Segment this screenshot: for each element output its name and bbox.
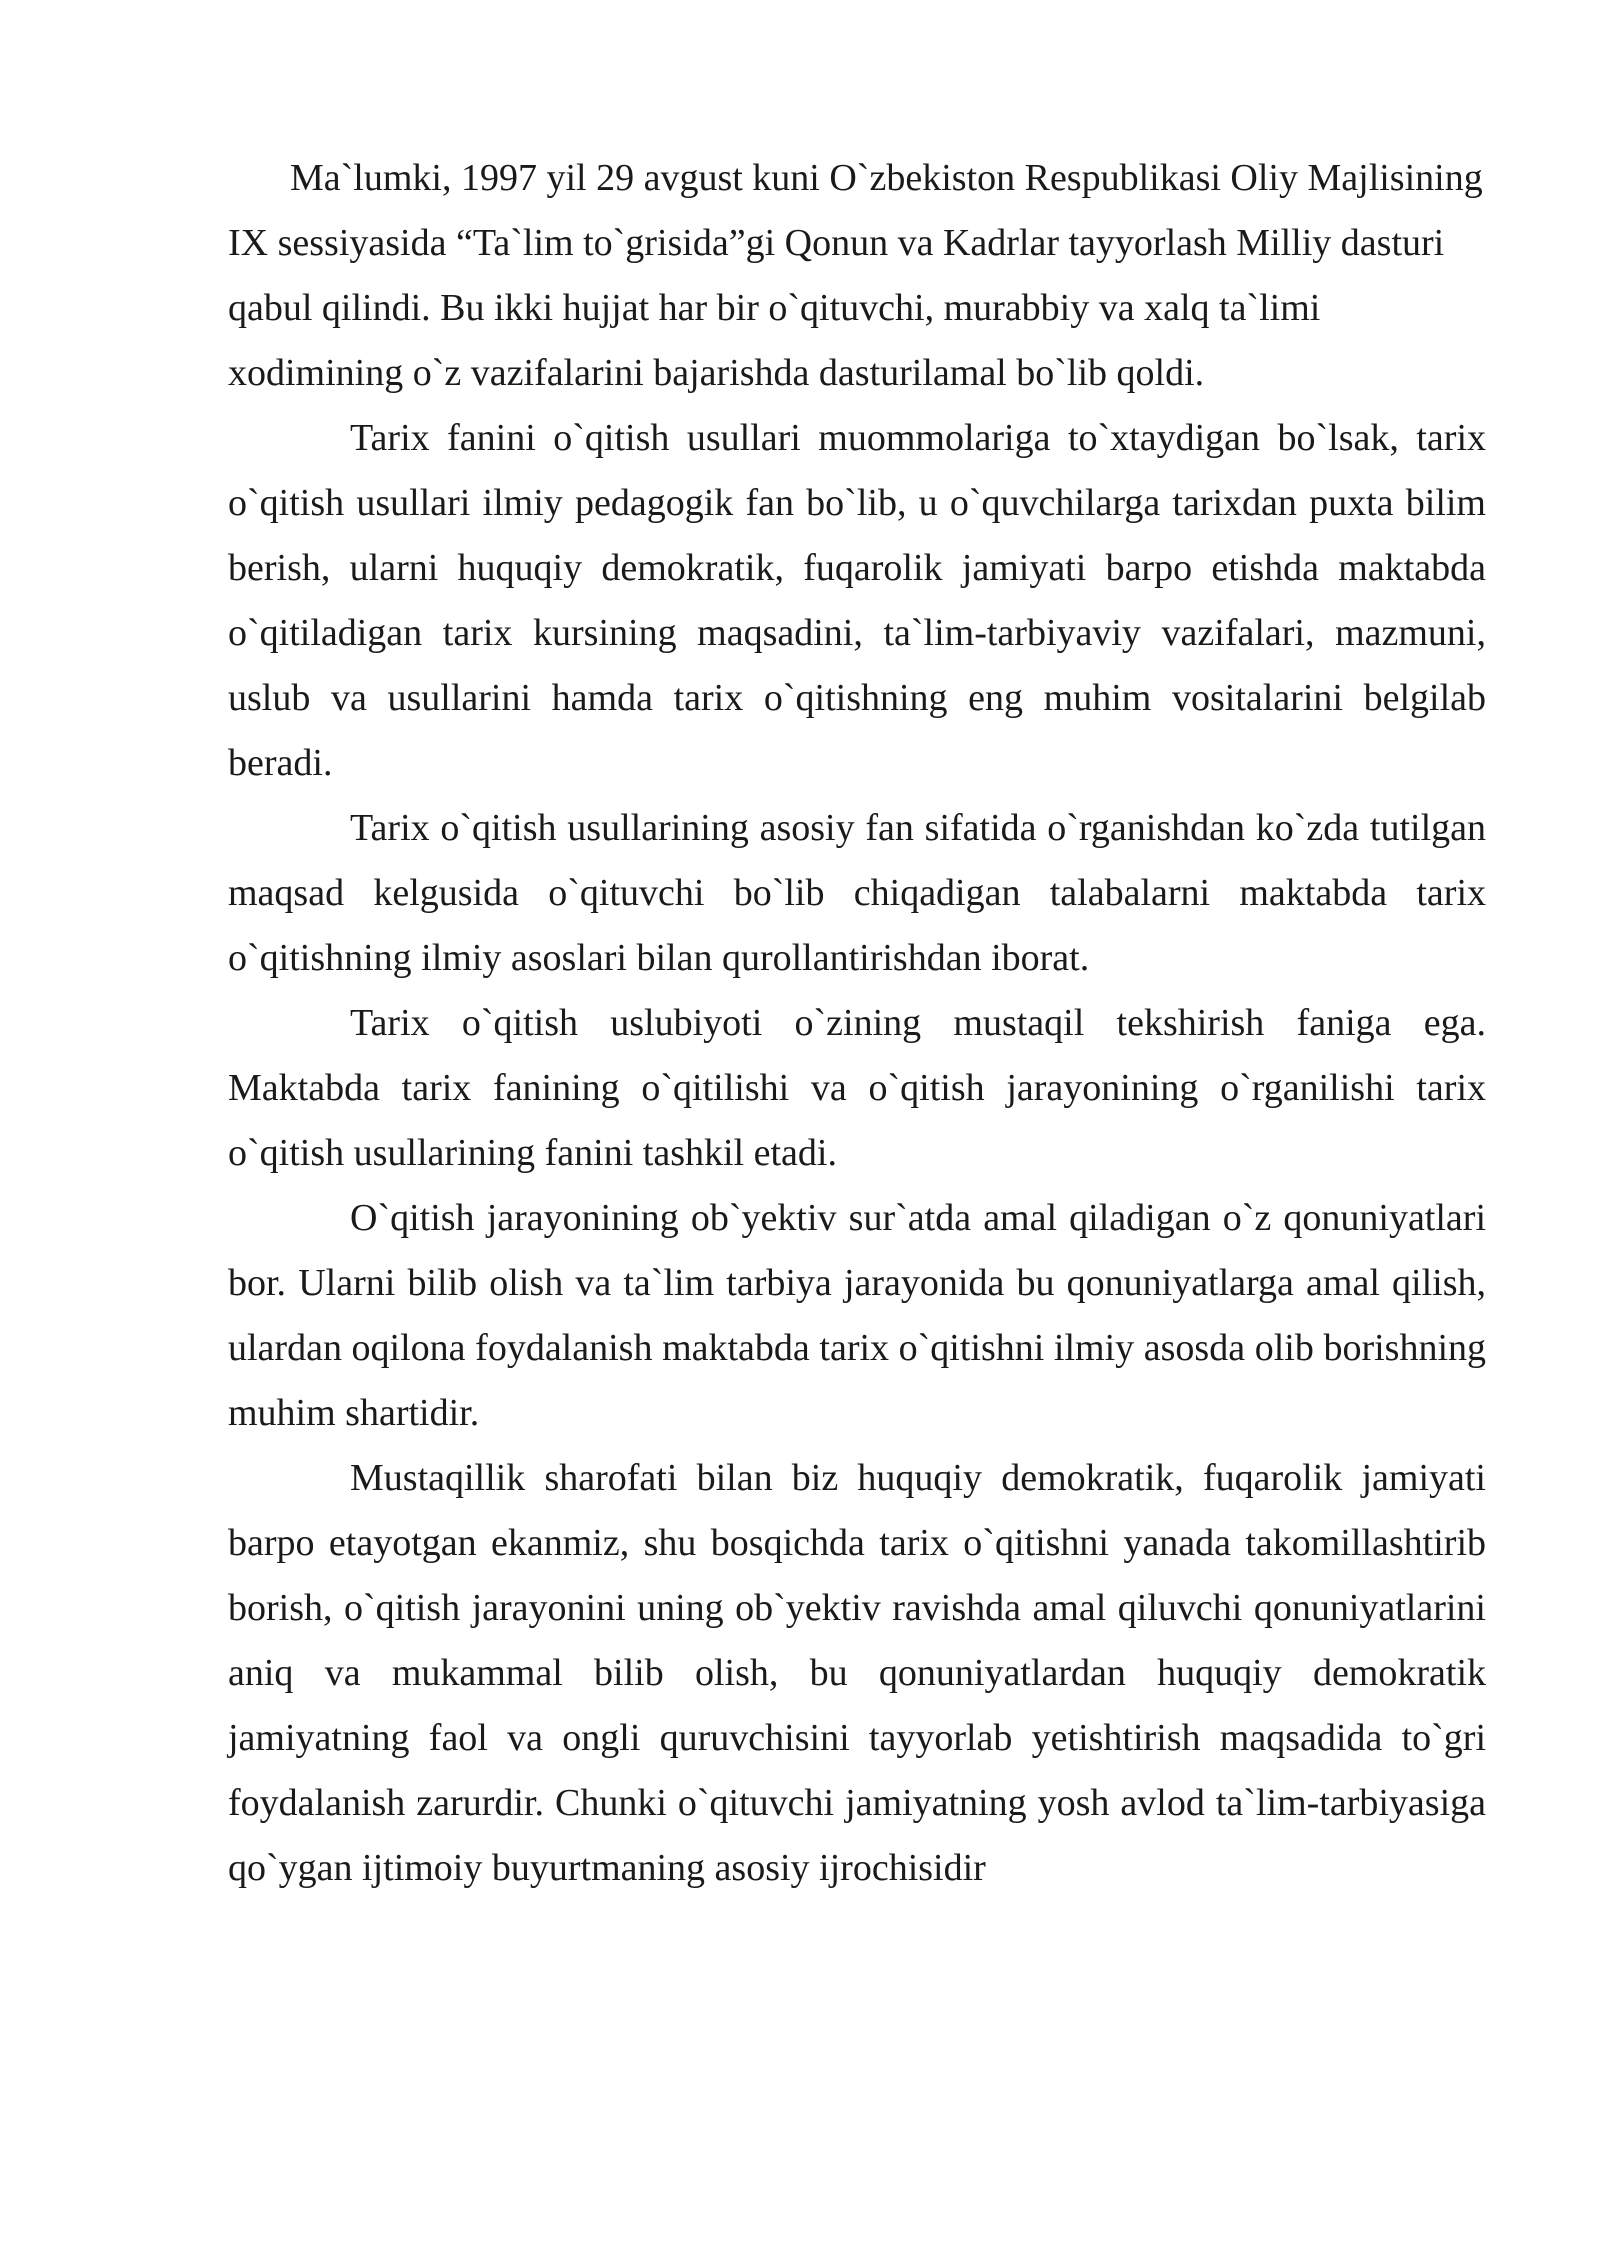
paragraph-4: Tarix o`qitish uslubiyoti o`zining mustaqil tekshirish faniga ega. Maktabda tarix fanining o`qitilishi va o`qitish jarayonining o`rganilishi tarix o`qitish usullarining fanini tashkil etadi. [228, 1002, 1486, 1174]
paragraph-6: Mustaqillik sharofati bilan biz huquqiy demokratik, fuqarolik jamiyati barpo etayotgan ekanmiz, shu bosqichda tarix o`qitishni yanada takomillashtirib borish, o`qitish jarayonini uning ob`yektiv ravishda amal qiluvchi qonuniyatlarini aniq va mukammal bilib olish, bu qonuniyatlardan huquqiy demokratik jamiyatning faol va ongli quruvchisini tayyorlab yetishtirish maqsadida to`gri foydalanish zarurdir. Chunki o`qituvchi jamiyatning yosh avlod ta`lim-tarbiyasiga qo`ygan ijtimoiy buyurtmaning asosiy ijrochisidir [228, 1457, 1486, 1889]
paragraph-2: Tarix fanini o`qitish usullari muommolariga to`xtaydigan bo`lsak, tarix o`qitish usullari ilmiy pedagogik fan bo`lib, u o`quvchilarga tarixdan puxta bilim berish, ularni huquqiy demokratik, fuqarolik jamiyati barpo etishda maktabda o`qitiladigan tarix kursining maqsadini, ta`lim-tarbiyaviy vazifalari, mazmuni, uslub va usullarini hamda tarix o`qitishning eng muhim vositalarini belgilab beradi. [228, 417, 1486, 784]
paragraph-3: Tarix o`qitish usullarining asosiy fan sifatida o`rganishdan ko`zda tutilgan maqsad kelgusida o`qituvchi bo`lib chiqadigan talabalarni maktabda tarix o`qitishning ilmiy asoslari bilan qurollantirishdan iborat. [228, 807, 1486, 979]
paragraph-5: O`qitish jarayonining ob`yektiv sur`atda amal qiladigan o`z qonuniyatlari bor. Ularni bilib olish va ta`lim tarbiya jarayonida bu qonuniyatlarga amal qilish, ulardan oqilona foydalanish maktabda tarix o`qitishni ilmiy asosda olib borishning muhim shartidir. [228, 1197, 1486, 1434]
paragraph-1: Ma`lumki, 1997 yil 29 avgust kuni O`zbekiston Respublikasi Oliy Majlisining IX sessiyasida “Ta`lim to`grisida”gi Qonun va Kadrlar tayyorlash Milliy dasturi qabul qilindi. Bu ikki hujjat har bir o`qituvchi, murabbiy va xalq ta`limi xodimining o`z vazifalarini bajarishda dasturilamal bo`lib qoldi. [228, 157, 1483, 394]
document-body [228, 146, 1486, 1901]
